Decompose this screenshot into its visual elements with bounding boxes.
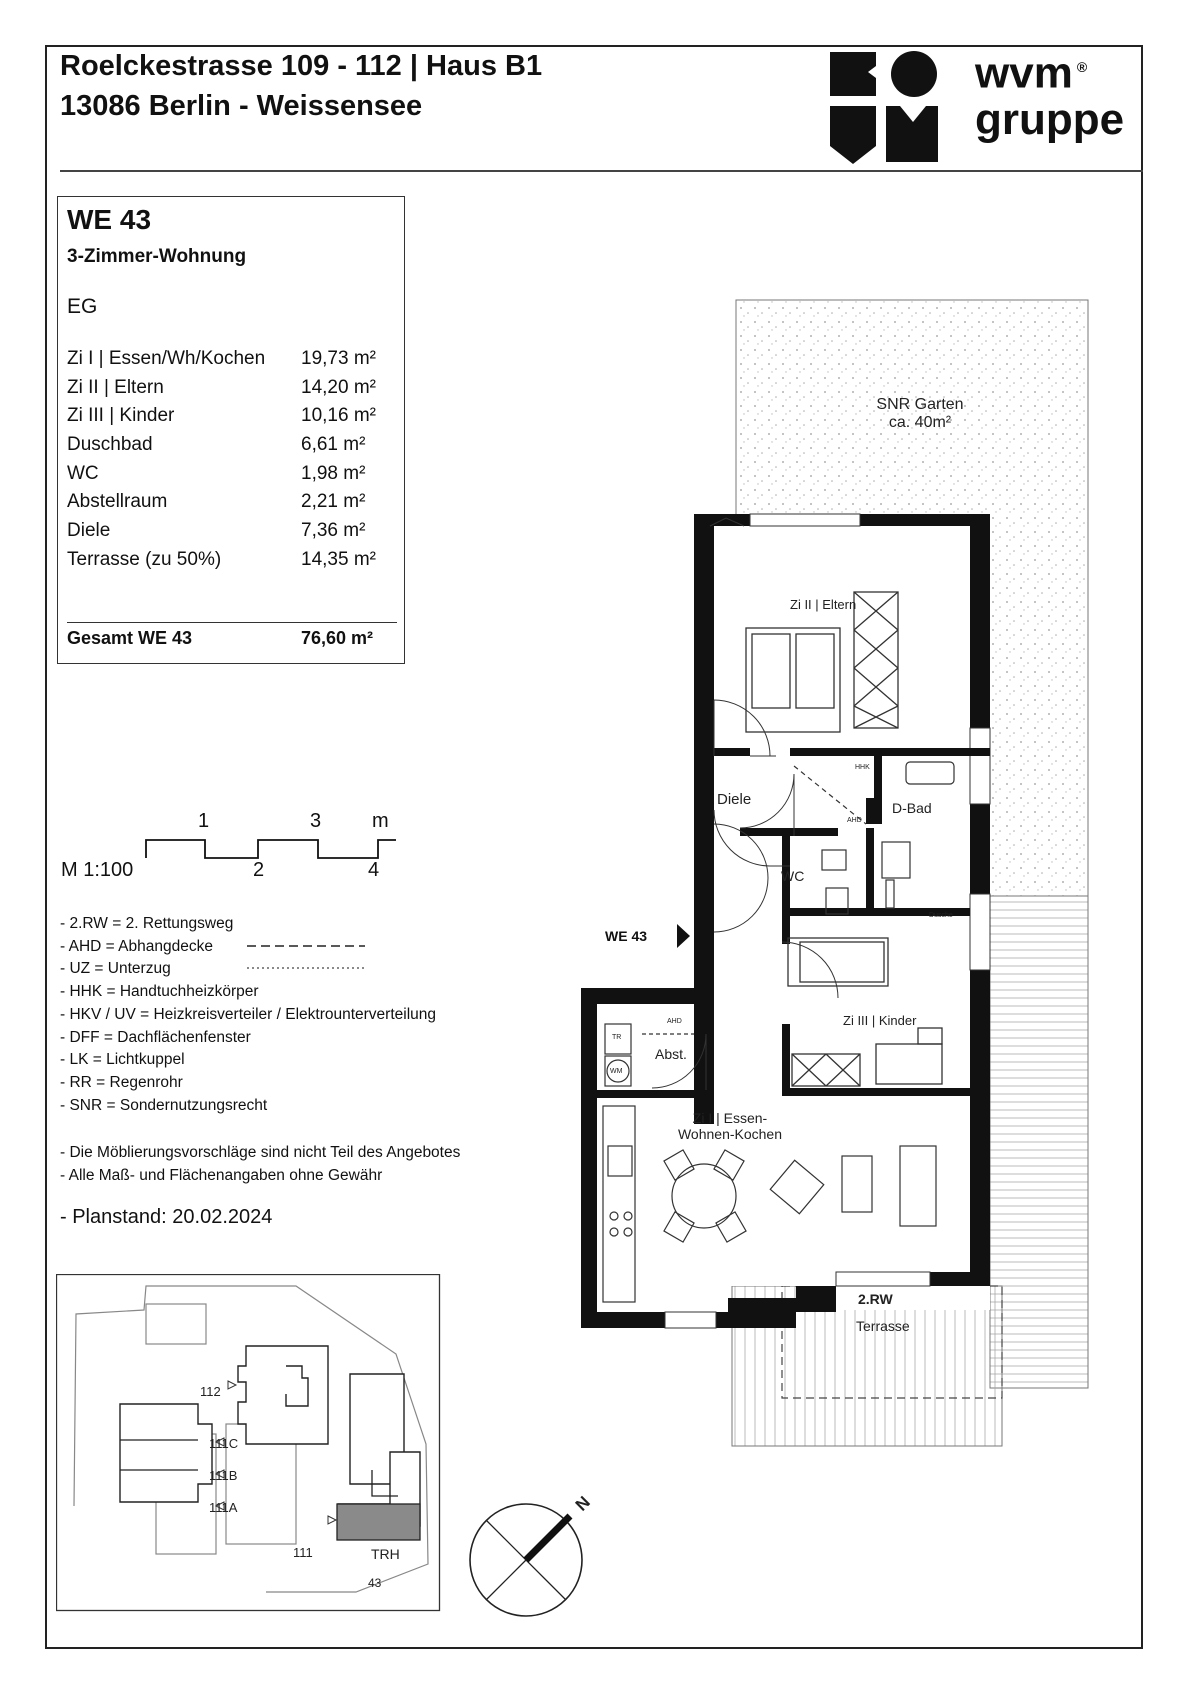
site-label-111c: 111C <box>209 1436 239 1451</box>
room-name: Terrasse (zu 50%) <box>67 548 222 570</box>
scale-tick-1: 1 <box>198 810 210 832</box>
room-area: 19,73 m² <box>301 348 376 369</box>
ahd-label-abst: AHD <box>667 1018 682 1025</box>
site-label-112: 112 <box>200 1384 221 1399</box>
room-name: Zi III | Kinder <box>67 405 175 427</box>
scale-label: M 1:100 <box>61 859 134 881</box>
scale-tick-2: 2 <box>253 859 265 881</box>
legend-item: - LK = Lichtkuppel <box>60 1051 185 1069</box>
room-row <box>67 431 397 460</box>
escape-route-label: 2.RW <box>858 1291 893 1307</box>
room-name: Abstellraum <box>67 491 168 513</box>
brand-line-2: gruppe <box>975 94 1125 144</box>
legend-item: - SNR = Sondernutzungsrecht <box>60 1096 268 1114</box>
room-area: 2,21 m² <box>301 491 366 513</box>
entrance-label: WE 43 <box>605 928 648 944</box>
site-label-111b: 111B <box>209 1468 238 1483</box>
room-row <box>67 488 397 517</box>
legend-line-samples <box>245 940 375 970</box>
total-area: 76,60 m² <box>301 628 374 648</box>
scale-tick-4: 4 <box>368 859 380 881</box>
room-name: Zi II | Eltern <box>67 376 164 398</box>
legend-item: - UZ = Unterzug <box>60 960 171 978</box>
room-label-living <box>670 1110 790 1142</box>
legend-item: - AHD = Abhangdecke <box>60 937 213 955</box>
legend-item: - HHK = Handtuchheizkörper <box>60 983 259 1001</box>
address-line-1: Roelckestrasse 109 - 112 | Haus B1 <box>60 50 543 82</box>
shower-label: Dusche <box>929 912 953 919</box>
floor-plan <box>570 290 1100 1460</box>
site-label-trh: TRH <box>371 1546 400 1562</box>
address-line-2: 13086 Berlin - Weissensee <box>60 90 423 122</box>
room-label-kinder: Zi III | Kinder <box>843 1013 917 1028</box>
brand-line-1: wvm <box>975 48 1073 98</box>
legend-item: - DFF = Dachflächenfenster <box>60 1028 251 1046</box>
room-label-eltern: Zi II | Eltern <box>790 597 857 612</box>
room-row <box>67 460 397 489</box>
room-area: 7,36 m² <box>301 520 366 542</box>
room-area: 6,61 m² <box>301 434 366 456</box>
site-label-43: 43 <box>368 1576 382 1590</box>
room-area: 14,20 m² <box>301 376 376 398</box>
scale-tick-3: 3 <box>310 810 322 832</box>
room-row <box>67 374 397 403</box>
total-row <box>67 628 397 649</box>
scale-unit: m <box>372 810 389 832</box>
room-label-dbad: D-Bad <box>892 800 932 816</box>
total-label: Gesamt WE 43 <box>67 628 193 648</box>
legend-item: - HKV / UV = Heizkreisverteiler / Elektrounterverteilung <box>60 1005 437 1023</box>
plan-date: - Planstand: 20.02.2024 <box>60 1206 273 1228</box>
scale-bar <box>140 830 400 860</box>
room-row <box>67 402 397 431</box>
brand-wordmark <box>975 44 1124 143</box>
unit-type: 3-Zimmer-Wohnung <box>67 246 247 267</box>
garden-label <box>865 396 975 432</box>
hhk-label: HHK <box>855 764 870 771</box>
room-name: Duschbad <box>67 434 153 456</box>
room-area: 1,98 m² <box>301 462 366 484</box>
room-row <box>67 517 397 546</box>
compass-north-label: N <box>571 1492 594 1515</box>
legend-item: - RR = Regenrohr <box>60 1073 183 1091</box>
room-name: Zi I | Essen/Wh/Kochen <box>67 348 266 369</box>
room-label-living-line-1: Zi I | Essen- <box>692 1110 768 1126</box>
unit-floor: EG <box>67 295 98 318</box>
room-area: 10,16 m² <box>301 405 376 427</box>
site-label-111a: 111A <box>209 1500 238 1515</box>
room-area: 14,35 m² <box>301 548 376 570</box>
disclaimer-notes <box>60 1142 460 1187</box>
registered-mark: ® <box>1076 59 1088 75</box>
unit-43-highlight <box>337 1504 420 1540</box>
room-label-abst: Abst. <box>655 1046 687 1062</box>
washer-label: WM <box>610 1068 623 1075</box>
room-label-wc: WC <box>781 868 805 884</box>
room-name: WC <box>67 462 99 484</box>
room-label-living-line-2: Wohnen-Kochen <box>677 1126 783 1142</box>
address-header <box>60 46 542 126</box>
dryer-label: TR <box>612 1034 622 1041</box>
note-item: - Alle Maß- und Flächenangaben ohne Gewähr <box>60 1166 383 1184</box>
room-name: Diele <box>67 520 111 542</box>
room-row <box>67 345 397 374</box>
legend-item: - 2.RW = 2. Rettungsweg <box>60 915 234 932</box>
total-divider <box>67 622 397 623</box>
room-row <box>67 546 397 575</box>
ahd-label-bad: AHD <box>847 817 862 824</box>
room-label-diele: Diele <box>717 791 752 808</box>
terrace-label: Terrasse <box>856 1318 910 1334</box>
garden-label-line-1: SNR Garten <box>876 396 964 413</box>
garden-label-line-2: ca. 40m² <box>888 414 952 431</box>
note-item: - Die Möblierungsvorschläge sind nicht Teil des Angebotes <box>60 1144 461 1161</box>
unit-title: WE 43 <box>67 204 152 235</box>
site-plan <box>56 1274 442 1614</box>
site-label-111: 111 <box>293 1545 313 1560</box>
room-area-list <box>67 345 397 575</box>
header-divider <box>60 170 1143 172</box>
wvm-logo-icon <box>828 50 940 166</box>
entrance-arrow-icon <box>676 923 692 949</box>
